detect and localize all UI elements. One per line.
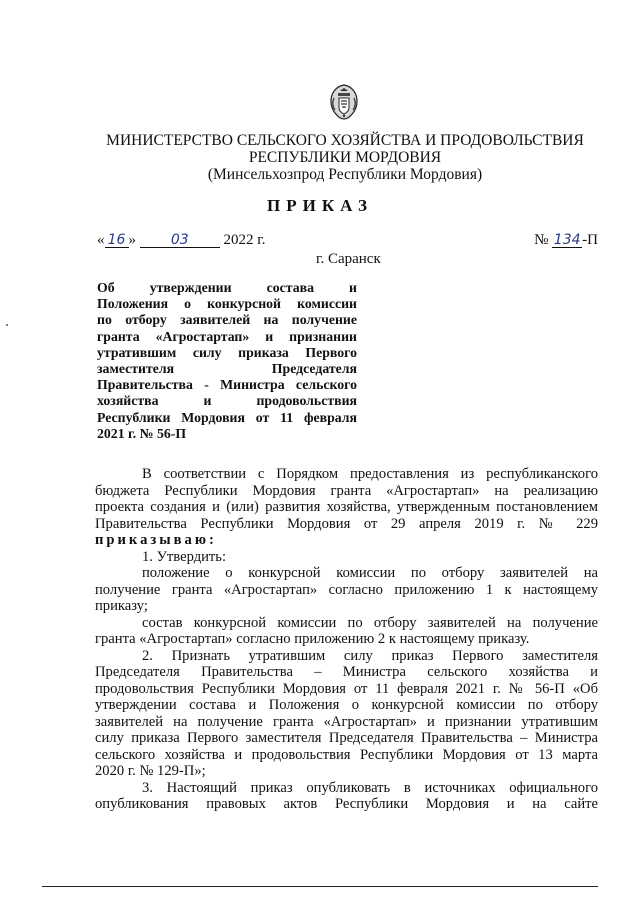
item2-line: силу приказа Первого заместителя Председателя Правительства – Министра [95,730,598,746]
date-quote-open: « [97,232,105,248]
subject-line: хозяйства и продовольствия [97,393,357,409]
item2-line: сельского хозяйства и продовольствия Республики Мордовия от 13 марта [95,746,598,763]
scan-speck [6,324,8,326]
subject-line: гранта «Агростартап» и признании [97,328,357,344]
number-sign: № [534,232,549,248]
item1-a-line: приказу; [95,598,148,614]
ministry-name-line2: РЕСПУБЛИКИ МОРДОВИЯ [248,149,442,166]
city: г. Саранск [316,251,381,267]
item1-a-line: положение о конкурсной комиссии по отбору заявителей на [142,565,598,581]
subject-line: Положения о конкурсной комиссии [97,296,357,312]
item3-line: 3. Настоящий приказ опубликовать в источниках официального [142,779,598,796]
document-number [534,232,598,249]
preamble-line: В соответствии с Порядком предоставления из республиканского [142,466,598,482]
item3-line: опубликования правовых актов Республики Мордовия и на сайте [95,796,598,812]
order-word: приказываю: [95,532,217,548]
document-date [97,232,265,249]
ministry-name-line1: МИНИСТЕРСТВО СЕЛЬСКОГО ХОЗЯЙСТВА И ПРОДОВОЛЬСТВИЯ [106,132,584,149]
item2-line: утверждении состава и Положения о конкурсной комиссии по отбору [95,697,598,713]
ministry-header [80,132,610,183]
subject-line: Об утверждении состава и [97,280,357,295]
order-body [95,466,598,813]
number-handwritten: 134 [553,232,581,248]
item1-b-line: состав конкурсной комиссии по отбору заявителей на получение [142,614,598,631]
subject-line: Правительства - Министра сельского [97,377,357,393]
coat-of-arms-icon [328,84,360,120]
date-quote-close: » [128,232,136,248]
date-day-handwritten: 16 [105,233,129,248]
item2-line: заявителей на получение гранта «Агростартап» и признании утратившим [95,713,598,730]
subject-line: заместителя Председателя [97,360,357,376]
item2-line: Председателя Правительства – Министра сельского хозяйства и [95,664,598,680]
subject-line: Республики Мордовия от 11 февраля [97,409,357,425]
date-month-handwritten: 03 [140,233,220,248]
item2-line: 2. Признать утратившим силу приказ Первого заместителя [142,647,598,664]
ministry-short-name: (Минсельхозпрод Республики Мордовия) [207,166,483,183]
document-type-title: ПРИКАЗ [267,196,373,215]
preamble-line: бюджета Республики Мордовия гранта «Агростартап» на реализацию [95,482,598,499]
number-suffix: -П [582,232,598,248]
subject-line: по отбору заявителей на получение [97,312,357,328]
date-year: 2022 г. [223,232,266,248]
page-bottom-rule [42,886,598,887]
subject-line: 2021 г. № 56-П [97,425,187,441]
preamble-line: проекта создания и (или) развития хозяйства, утвержденным постановлением [95,499,598,515]
item2-line: продовольствия Республики Мордовия от 11 февраля 2021 г. № 56-П «Об [95,680,598,697]
subject-line: утратившим силу приказа Первого [97,344,357,360]
preamble-line: Правительства Республики Мордовия от 29 апреля 2019 г. № 229 [95,515,598,532]
item2-line: 2020 г. № 129-П»; [95,763,206,779]
item1-title: 1. Утвердить: [142,548,227,565]
item1-a-line: получение гранта «Агростартап» согласно приложению 1 к настоящему [95,581,598,598]
order-subject [97,280,357,442]
item1-b-line: гранта «Агростартап» согласно приложению 2 к настоящему приказу. [95,631,530,647]
